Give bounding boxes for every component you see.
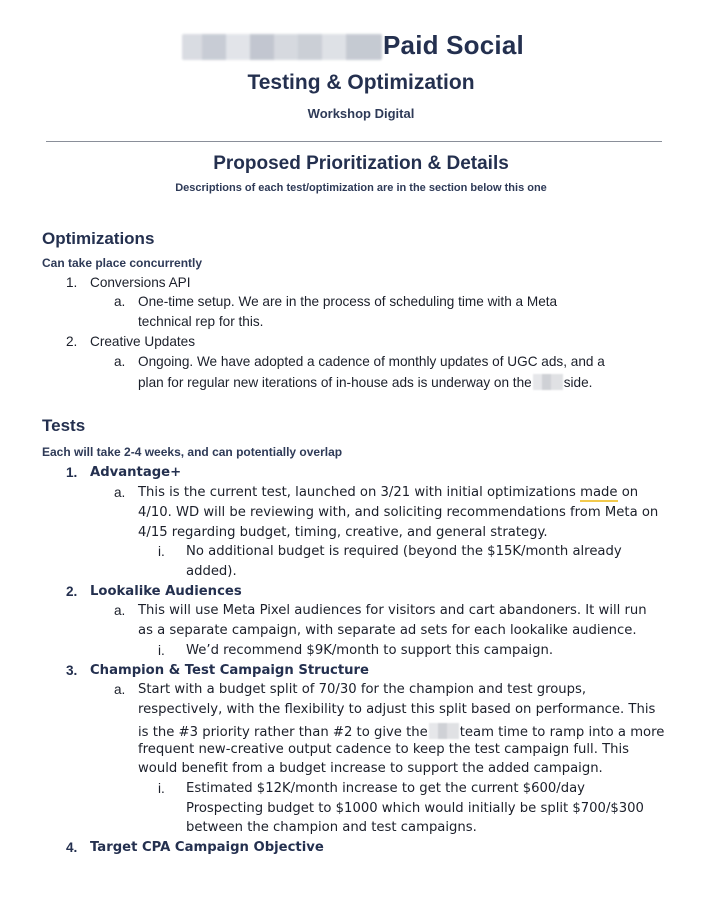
sub-item-text: respectively, with the flexibility to adjust this split based on performance. This bbox=[138, 702, 656, 717]
highlighted-word: made bbox=[580, 485, 618, 500]
sub-marker: a. bbox=[114, 294, 126, 309]
sub-item-text: Ongoing. We have adopted a cadence of monthly updates of UGC ads, and a bbox=[138, 354, 605, 369]
list-item-label: Creative Updates bbox=[90, 334, 196, 349]
sub-sub-item-text: Prospecting budget to $1000 which would initially be split $700/$300 bbox=[186, 801, 644, 816]
test-label-lookalike: Lookalike Audiences bbox=[90, 584, 242, 599]
sub-sub-item-text: added). bbox=[186, 564, 237, 579]
redacted-name bbox=[533, 374, 563, 390]
sub-sub-item-text: No additional budget is required (beyond the $15K/month already bbox=[186, 544, 622, 559]
sub-item-text: technical rep for this. bbox=[138, 314, 264, 329]
sub-marker: a. bbox=[114, 603, 126, 618]
sub-sub-marker: i. bbox=[158, 781, 165, 796]
sub-item-text bbox=[138, 374, 592, 390]
title-row bbox=[0, 30, 722, 64]
test-label-champion: Champion & Test Campaign Structure bbox=[90, 663, 369, 678]
optimizations-title: Optimizations bbox=[42, 229, 155, 248]
sub-item-text: 4/15 regarding budget, timing, creative, and general strategy. bbox=[138, 525, 548, 540]
sub-item-text: frequent new-creative output cadence to keep the test campaign full. This bbox=[138, 742, 630, 757]
test-label-target-cpa: Target CPA Campaign Objective bbox=[90, 840, 324, 855]
sub-item-text-part: This is the current test, launched on 3/21 with initial optimizations bbox=[138, 485, 576, 500]
redacted-brand-name bbox=[182, 34, 382, 60]
list-number: 4. bbox=[66, 840, 78, 855]
sub-sub-item-text: Estimated $12K/month increase to get the current $600/day bbox=[186, 781, 585, 796]
org-name: Workshop Digital bbox=[307, 106, 415, 121]
sub-item-text-part: on bbox=[621, 485, 639, 500]
list-number: 2. bbox=[66, 334, 78, 349]
sub-item-text: One-time setup. We are in the process of scheduling time with a Meta bbox=[138, 294, 558, 309]
divider bbox=[46, 141, 662, 142]
sub-item-text: Start with a budget split of 70/30 for the champion and test groups, bbox=[138, 682, 587, 697]
doc-subtitle: Testing & Optimization bbox=[247, 71, 475, 94]
list-number: 2. bbox=[66, 584, 78, 599]
sub-marker: a. bbox=[114, 682, 126, 697]
sub-item-text bbox=[138, 723, 664, 739]
sub-item-text: 4/10. WD will be reviewing with, and soliciting recommendations from Meta on bbox=[138, 505, 659, 520]
sub-item-text bbox=[138, 486, 638, 499]
sub-marker: a. bbox=[114, 354, 126, 369]
list-number: 1. bbox=[66, 275, 78, 290]
list-number: 3. bbox=[66, 663, 78, 678]
sub-item-text: would benefit from a budget increase to support the added campaign. bbox=[138, 761, 603, 776]
list-item-label: Conversions API bbox=[90, 275, 191, 290]
sub-item-text-part: team time to ramp into a more bbox=[459, 725, 665, 740]
tests-subtitle: Each will take 2-4 weeks, and can potentially overlap bbox=[42, 445, 343, 459]
doc-title: Paid Social bbox=[383, 30, 524, 60]
sub-sub-item-text: between the champion and test campaigns. bbox=[186, 820, 477, 835]
sub-item-text-part: side. bbox=[563, 375, 593, 390]
prioritization-heading: Proposed Prioritization & Details bbox=[213, 153, 509, 174]
redacted-name bbox=[429, 723, 459, 739]
sub-sub-marker: i. bbox=[158, 643, 165, 658]
prioritization-note: Descriptions of each test/optimization are in the section below this one bbox=[175, 182, 547, 194]
sub-sub-marker: i. bbox=[158, 544, 165, 559]
sub-item-text: This will use Meta Pixel audiences for visitors and cart abandoners. It will run bbox=[138, 603, 647, 618]
sub-item-text-part: is the #3 priority rather than #2 to give the bbox=[138, 725, 428, 740]
sub-sub-item-text: We’d recommend $9K/month to support this campaign. bbox=[186, 643, 554, 658]
tests-title: Tests bbox=[42, 416, 86, 435]
sub-marker: a. bbox=[114, 485, 126, 500]
sub-item-text-part: plan for regular new iterations of in-house ads is underway on the bbox=[138, 375, 532, 390]
list-number: 1. bbox=[66, 465, 78, 480]
sub-item-text: as a separate campaign, with separate ad sets for each lookalike audience. bbox=[138, 623, 637, 638]
test-label-advantage: Advantage+ bbox=[90, 465, 182, 480]
optimizations-subtitle: Can take place concurrently bbox=[42, 256, 203, 270]
